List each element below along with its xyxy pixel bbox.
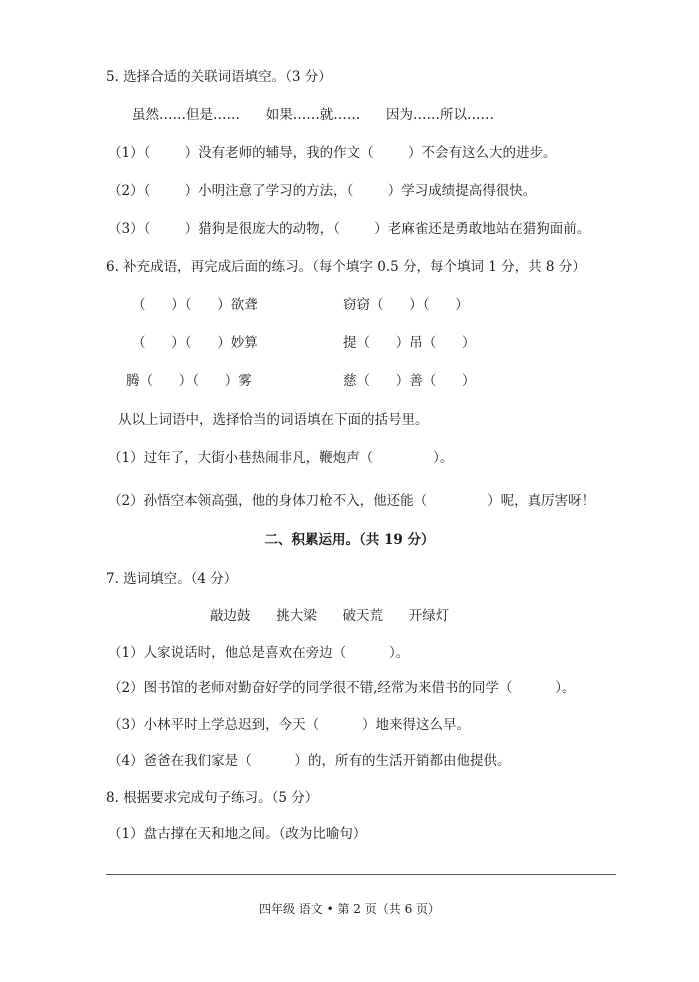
idiom-right-1: 窃窃（ ）（ ） bbox=[343, 297, 469, 313]
question-5-item-3: （3）（ ）猎狗是很庞大的动物，（ ）老麻雀还是勇敢地站在猎狗面前。 bbox=[108, 221, 591, 237]
question-7-options: 敲边鼓 挑大梁 破天荒 开绿灯 bbox=[210, 608, 450, 624]
idiom-left-3: 腾（ ）（ ）雾 bbox=[126, 373, 252, 389]
footer-divider bbox=[106, 874, 616, 875]
idiom-left-1: （ ）（ ）欲聋 bbox=[132, 297, 258, 313]
question-6-instruction: 从以上词语中，选择恰当的词语填在下面的括号里。 bbox=[118, 412, 429, 428]
idiom-right-3: 慈（ ）善（ ） bbox=[343, 373, 476, 389]
question-6-item-1: （1）过年了，大街小巷热闹非凡，鞭炮声（ ）。 bbox=[108, 450, 454, 466]
page-footer: 四年级 语文 • 第 2 页（共 6 页） bbox=[258, 902, 441, 916]
question-5-item-1: （1）（ ）没有老师的辅导，我的作文（ ）不会有这么大的进步。 bbox=[108, 145, 557, 161]
idiom-right-2: 提（ ）吊（ ） bbox=[343, 335, 476, 351]
question-5-options: 虽然……但是…… 如果……就…… 因为……所以…… bbox=[132, 107, 494, 123]
question-8-title: 8. 根据要求完成句子练习。（5 分） bbox=[106, 790, 319, 806]
question-7-title: 7. 选词填空。（4 分） bbox=[106, 571, 238, 587]
question-7-item-4: （4）爸爸在我们家是（ ）的，所有的生活开销都由他提供。 bbox=[108, 753, 511, 769]
question-7-item-3: （3）小林平时上学总迟到，今天（ ）地来得这么早。 bbox=[108, 717, 471, 733]
question-5-item-2: （2）（ ）小明注意了学习的方法，（ ）学习成绩提高得很快。 bbox=[108, 183, 537, 199]
question-8-item-1: （1）盘古撑在天和地之间。（改为比喻句） bbox=[108, 826, 367, 842]
question-6-title: 6. 补充成语，再完成后面的练习。（每个填字 0.5 分，每个填词 1 分，共 8 分） bbox=[106, 259, 586, 275]
question-7-item-2: （2）图书馆的老师对勤奋好学的同学很不错,经常为来借书的同学（ ）。 bbox=[108, 680, 576, 696]
question-6-item-2: （2）孙悟空本领高强，他的身体刀枪不入，他还能（ ）呢，真厉害呀！ bbox=[108, 493, 596, 509]
idiom-left-2: （ ）（ ）妙算 bbox=[132, 335, 258, 351]
section-2-heading: 二、积累运用。（共 19 分） bbox=[264, 532, 435, 548]
question-5-title: 5. 选择合适的关联词语填空。（3 分） bbox=[106, 69, 332, 85]
question-7-item-1: （1）人家说话时，他总是喜欢在旁边（ ）。 bbox=[108, 645, 410, 661]
